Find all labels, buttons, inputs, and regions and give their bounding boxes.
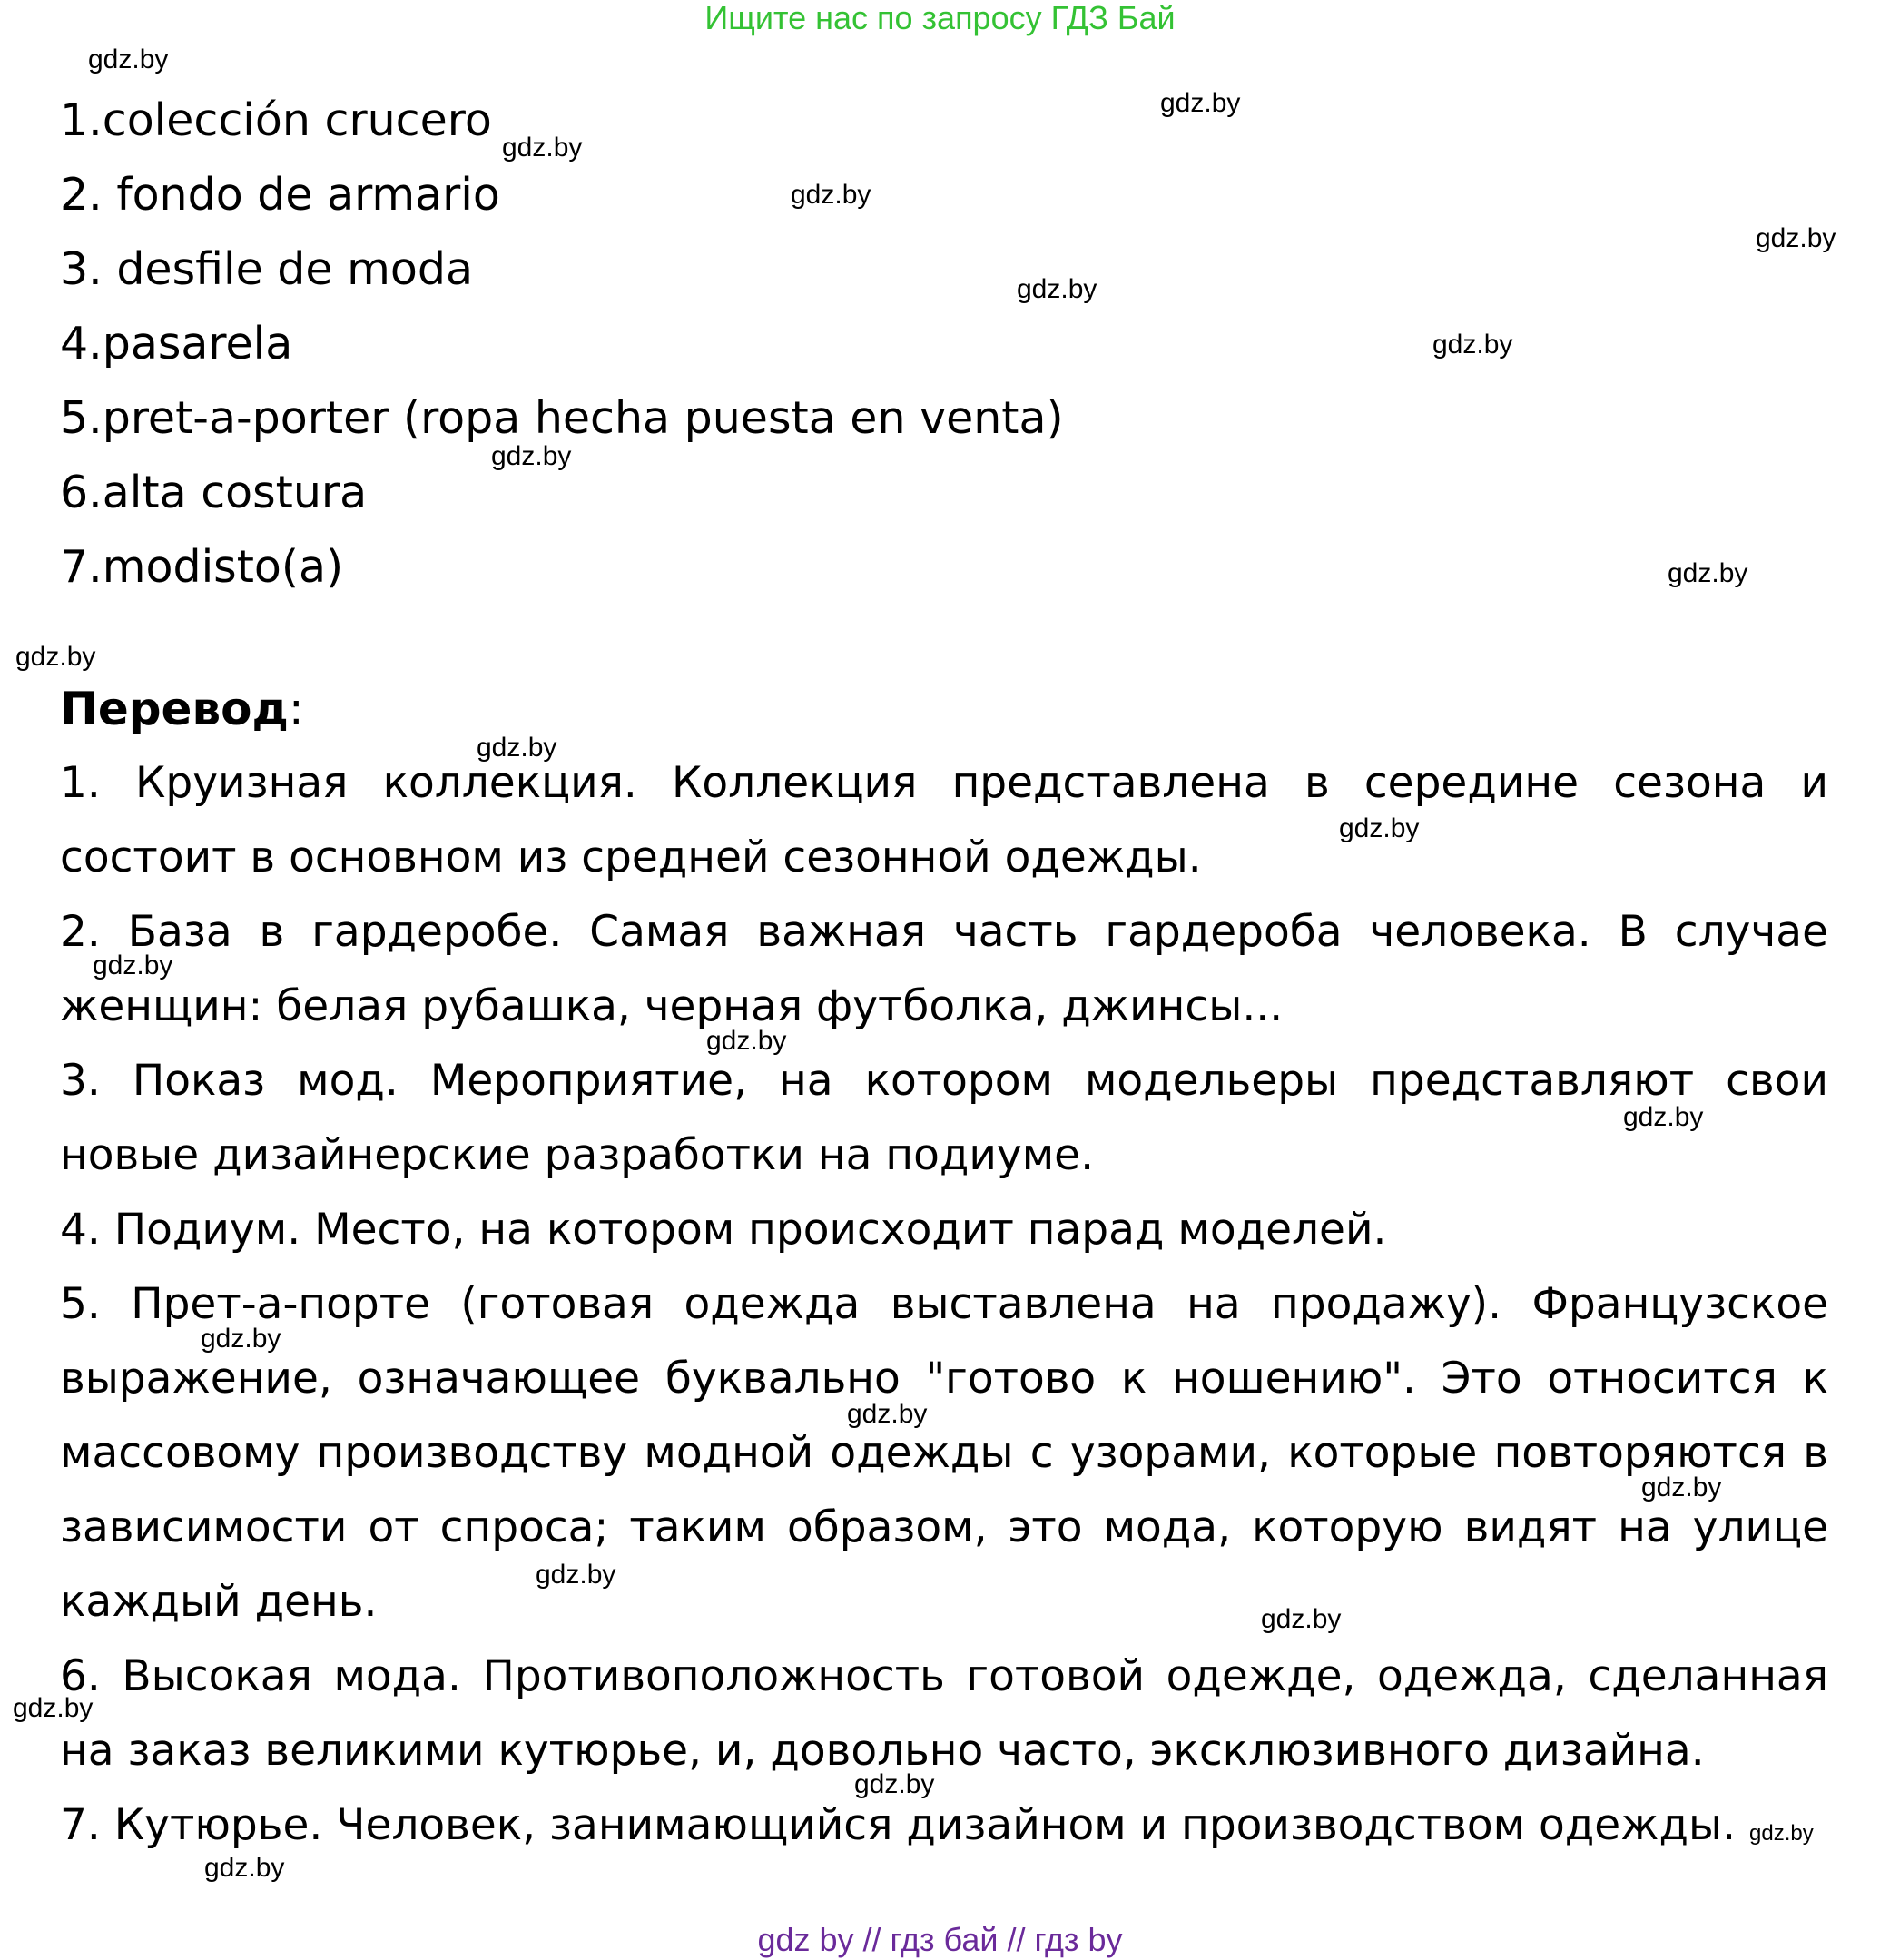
watermark: gdz.by: [88, 44, 169, 74]
translation-heading-text: Перевод: [60, 683, 289, 735]
vocab-item-7: 7.modisto(a): [60, 541, 344, 593]
watermark: gdz.by: [847, 1399, 928, 1429]
watermark: gdz.by: [201, 1324, 281, 1354]
watermark: gdz.by: [1623, 1102, 1704, 1132]
watermark: gdz.by: [491, 441, 572, 471]
watermark: gdz.by: [502, 133, 583, 163]
translation-item-2: 2. База в гардеробе. Самая важная часть гардероба человека. В случае женщин: белая рубашка, черная футболка, джинсы...: [60, 907, 1828, 1031]
watermark: gdz.by: [204, 1853, 285, 1883]
translation-item-3: 3. Показ мод. Мероприятие, на котором модельеры представляют свои новые дизайнерские разработки на подиуме.: [60, 1056, 1828, 1180]
watermark: gdz.by: [706, 1026, 787, 1056]
translation-item-4: 4. Подиум. Место, на котором происходит парад моделей.: [60, 1205, 1387, 1255]
watermark: gdz.by: [1339, 813, 1420, 843]
watermark: gdz.by: [1160, 88, 1241, 118]
watermark: gdz.by: [536, 1560, 616, 1590]
vocab-item-6: 6.alta costura: [60, 467, 368, 518]
translation-item-7: 7. Кутюрье. Человек, занимающийся дизайном и производством одежды.: [60, 1800, 1737, 1850]
watermark: gdz.by: [1432, 330, 1513, 359]
translation-heading: [60, 672, 304, 746]
watermark: gdz.by: [13, 1693, 94, 1723]
translation-item-6: 6. Высокая мода. Противоположность готовой одежде, одежда, сделанная на заказ великими кутюрье, и, довольно часто, эксклюзивного дизайна.: [60, 1651, 1828, 1776]
watermark: gdz.by: [1668, 558, 1748, 588]
vocab-item-3: 3. desfile de moda: [60, 243, 473, 295]
vocab-item-4: 4.pasarela: [60, 318, 293, 369]
vocab-item-1: 1.colección crucero: [60, 94, 492, 146]
vocab-item-5: 5.pret-a-porter (ropa hecha puesta en venta): [60, 392, 1064, 444]
watermark: gdz.by: [1749, 1821, 1814, 1846]
watermark: gdz.by: [1017, 274, 1097, 304]
translation-item-1: 1. Круизная коллекция. Коллекция представлена в середине сезона и состоит в основном из средней сезонной одежды.: [60, 758, 1828, 882]
translation-heading-colon: :: [288, 683, 304, 735]
watermark: gdz.by: [93, 950, 173, 980]
watermark: gdz.by: [1641, 1472, 1722, 1502]
watermark: gdz.by: [15, 642, 96, 672]
translation-list: [60, 746, 1828, 1863]
watermark: gdz.by: [1756, 223, 1836, 253]
watermark: gdz.by: [791, 180, 871, 210]
translation-item-5: 5. Прет-а-порте (готовая одежда выставлена на продажу). Французское выражение, означающее буквально "готово к ношению". Это относится к массовому производству модной одежды с узорами, которые повторяются в зависимости от спроса; таким образом, это мода, которую видят на улице каждый день.: [60, 1279, 1828, 1627]
footer-links: gdz by // гдз бай // гдз by: [757, 1921, 1123, 1958]
watermark: gdz.by: [1261, 1604, 1342, 1634]
watermark: gdz.by: [854, 1769, 935, 1799]
top-banner: Ищите нас по запросу ГДЗ Бай: [704, 0, 1176, 36]
watermark: gdz.by: [477, 733, 557, 763]
vocab-item-2: 2. fondo de armario: [60, 169, 500, 221]
